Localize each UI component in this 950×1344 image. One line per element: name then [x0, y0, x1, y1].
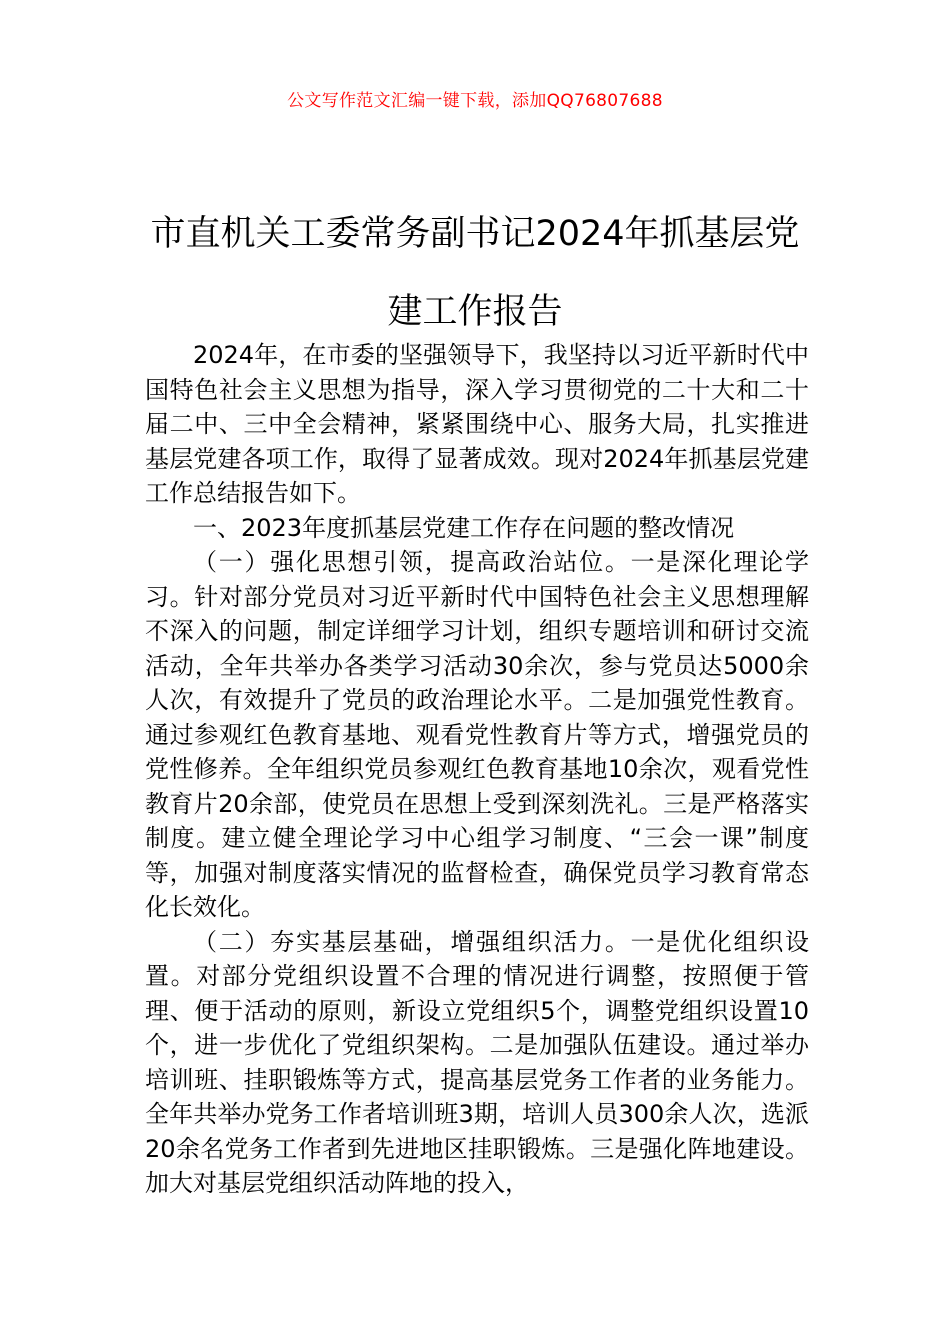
paragraph-intro: 2024年，在市委的坚强领导下，我坚持以习近平新时代中国特色社会主义思想为指导，深入学习贯彻党的二十大和二十届二中、三中全会精神，紧紧围绕中心、服务大局，扎实推进基层党建各项工作，取得了显著成效。现对2024年抓基层党建工作总结报告如下。 — [145, 341, 809, 507]
document-title — [110, 195, 840, 351]
paragraph-subsection-2: （二）夯实基层基础，增强组织活力。一是优化组织设置。对部分党组织设置不合理的情况进行调整，按照便于管理、便于活动的原则，新设立党组织5个，调整党组织设置10个，进一步优化了党组织架构。二是加强队伍建设。通过举办培训班、挂职锻炼等方式，提高基层党务工作者的业务能力。全年共举办党务工作者培训班3期，培训人员300余人次，选派20余名党务工作者到先进地区挂职锻炼。三是强化阵地建设。加大对基层党组织活动阵地的投入， — [145, 927, 809, 1197]
title-line-1: 市直机关工委常务副书记2024年抓基层党 — [150, 214, 800, 255]
document-body — [145, 338, 809, 1201]
section-heading: 一、2023年度抓基层党建工作存在问题的整改情况 — [193, 513, 735, 542]
title-line-2: 建工作报告 — [387, 292, 563, 333]
header-note: 公文写作范文汇编一键下载，添加QQ76807688 — [287, 91, 663, 111]
paragraph-subsection-1: （一）强化思想引领，提高政治站位。一是深化理论学习。针对部分党员对习近平新时代中国特色社会主义思想理解不深入的问题，制定详细学习计划，组织专题培训和研讨交流活动，全年共举办各类学习活动30余次，参与党员达5000余人次，有效提升了党员的政治理论水平。二是加强党性教育。通过参观红色教育基地、观看党性教育片等方式，增强党员的党性修养。全年组织党员参观红色教育基地10余次，观看党性教育片20余部，使党员在思想上受到深刻洗礼。三是严格落实制度。建立健全理论学习中心组学习制度、“三会一课”制度等，加强对制度落实情况的监督检查，确保党员学习教育常态化长效化。 — [145, 548, 809, 921]
